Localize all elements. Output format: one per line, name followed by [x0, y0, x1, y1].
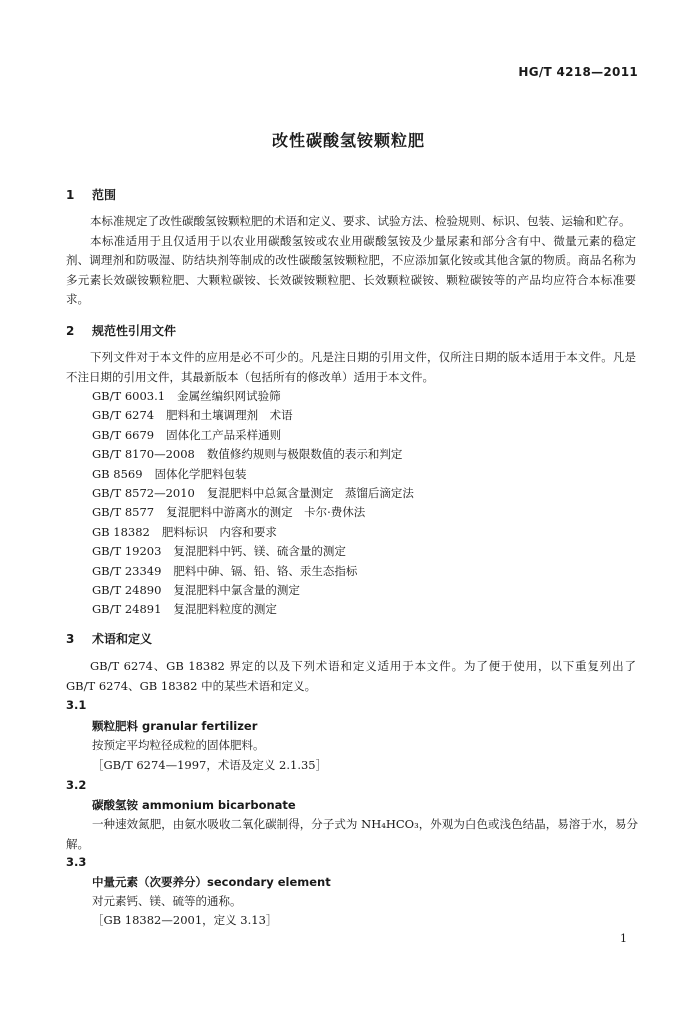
reference-title: 固体化工产品采样通则 [166, 427, 282, 442]
reference-code: GB/T 6679 [92, 427, 155, 442]
page-number: 1 [620, 932, 627, 945]
paragraph: 下列文件对于本文件的应用是必不可少的。凡是注日期的引用文件，仅所注日期的版本适用于本文件。凡是不注日期的引用文件，其最新版本（包括所有的修改单）适用于本文件。 [66, 350, 636, 384]
reference-code: GB 8569 [92, 466, 143, 481]
paragraph: 本标准规定了改性碳酸氢铵颗粒肥的术语和定义、要求、试验方法、检验规则、标识、包装、运输和贮存。 [90, 214, 631, 228]
section-title: 术语和定义 [92, 632, 153, 646]
term-source: ［GB 18382—2001，定义 3.13］ [92, 913, 278, 927]
reference-list [92, 387, 632, 620]
term-definition: 一种速效氮肥，由氨水吸收二氧化碳制得，分子式为 NH₄HCO₃，外观为白色或浅色结晶，易溶于水，易分解。 [66, 817, 638, 851]
section-title: 范围 [92, 188, 117, 202]
reference-title: 固体化学肥料包装 [154, 466, 247, 481]
reference-title: 复混肥料中总氮含量测定 蒸馏后滴定法 [206, 486, 414, 501]
reference-item [92, 387, 632, 406]
reference-title: 肥料标识 内容和要求 [161, 524, 277, 539]
reference-title: 复混肥料中氯含量的测定 [173, 583, 300, 598]
paragraph: 本标准适用于且仅适用于以农业用碳酸氢铵或农业用碳酸氢铵及少量尿素和部分含有中、微量元素的稳定剂、调理剂和防吸湿、防结块剂等制成的改性碳酸氢铵颗粒肥，不应添加氯化铵或其他含氯的物质。商品名称为多元素长效碳铵颗粒肥、大颗粒碳铵、长效碳铵颗粒肥、长效颗粒碳铵、颗粒碳铵等的产品均应符合本标准要求。 [66, 233, 636, 306]
paragraph: GB/T 6274、GB 18382 界定的以及下列术语和定义适用于本文件。为了便于使用，以下重复列出了 GB/T 6274、GB 18382 中的某些术语和定义。 [66, 659, 636, 693]
reference-item [92, 562, 632, 581]
section-3-heading [66, 630, 152, 647]
section-2-heading [66, 322, 176, 339]
section-number: 2 [66, 324, 75, 338]
reference-code: GB/T 8170—2008 [92, 447, 195, 462]
reference-item [92, 465, 632, 484]
reference-title: 复混肥料中钙、镁、硫含量的测定 [173, 544, 346, 559]
term-definition: 对元素钙、镁、硫等的通称。 [92, 894, 242, 908]
reference-item [92, 406, 632, 425]
reference-item [92, 503, 632, 522]
reference-title: 复混肥料粒度的测定 [173, 602, 277, 617]
term-definition: 按预定平均粒径成粒的固体肥料。 [92, 738, 265, 752]
reference-item [92, 445, 632, 464]
reference-title: 金属丝编织网试验筛 [177, 389, 281, 403]
reference-item [92, 426, 632, 445]
reference-item [92, 523, 632, 542]
reference-code: GB/T 8572—2010 [92, 486, 195, 501]
term-heading: 颗粒肥料 granular fertilizer [92, 719, 258, 733]
subsection-number: 3.1 [66, 698, 87, 712]
reference-title: 数值修约规则与极限数值的表示和判定 [206, 447, 403, 462]
reference-code: GB/T 6003.1 [92, 389, 166, 403]
section-2-intro [66, 348, 636, 387]
subsection-number: 3.2 [66, 778, 87, 792]
term-source: ［GB/T 6274—1997，术语及定义 2.1.35］ [92, 758, 328, 772]
section-number: 3 [66, 632, 75, 646]
term-heading: 中量元素（次要养分）secondary element [92, 875, 331, 889]
document-title: 改性碳酸氢铵颗粒肥 [271, 131, 425, 150]
reference-item [92, 484, 632, 503]
reference-title: 肥料和土壤调理剂 术语 [166, 408, 293, 423]
reference-code: GB/T 23349 [92, 563, 162, 578]
subsection-number: 3.3 [66, 855, 87, 869]
reference-code: GB/T 8577 [92, 505, 155, 520]
reference-title: 肥料中砷、镉、铅、铬、汞生态指标 [173, 563, 358, 578]
reference-code: GB/T 24890 [92, 583, 162, 598]
section-3-intro [66, 657, 636, 696]
reference-title: 复混肥料中游离水的测定 卡尔·费休法 [166, 505, 366, 520]
section-1-heading [66, 186, 116, 203]
reference-code: GB/T 24891 [92, 602, 162, 617]
reference-item [92, 581, 632, 600]
section-number: 1 [66, 188, 75, 202]
reference-item [92, 600, 632, 619]
standard-code: HG/T 4218—2011 [518, 65, 638, 79]
reference-code: GB/T 6274 [92, 408, 155, 423]
section-title: 规范性引用文件 [92, 324, 177, 338]
reference-code: GB 18382 [92, 524, 150, 539]
reference-code: GB/T 19203 [92, 544, 162, 559]
section-1-body [66, 212, 636, 310]
reference-item [92, 542, 632, 561]
term-heading: 碳酸氢铵 ammonium bicarbonate [92, 798, 296, 812]
